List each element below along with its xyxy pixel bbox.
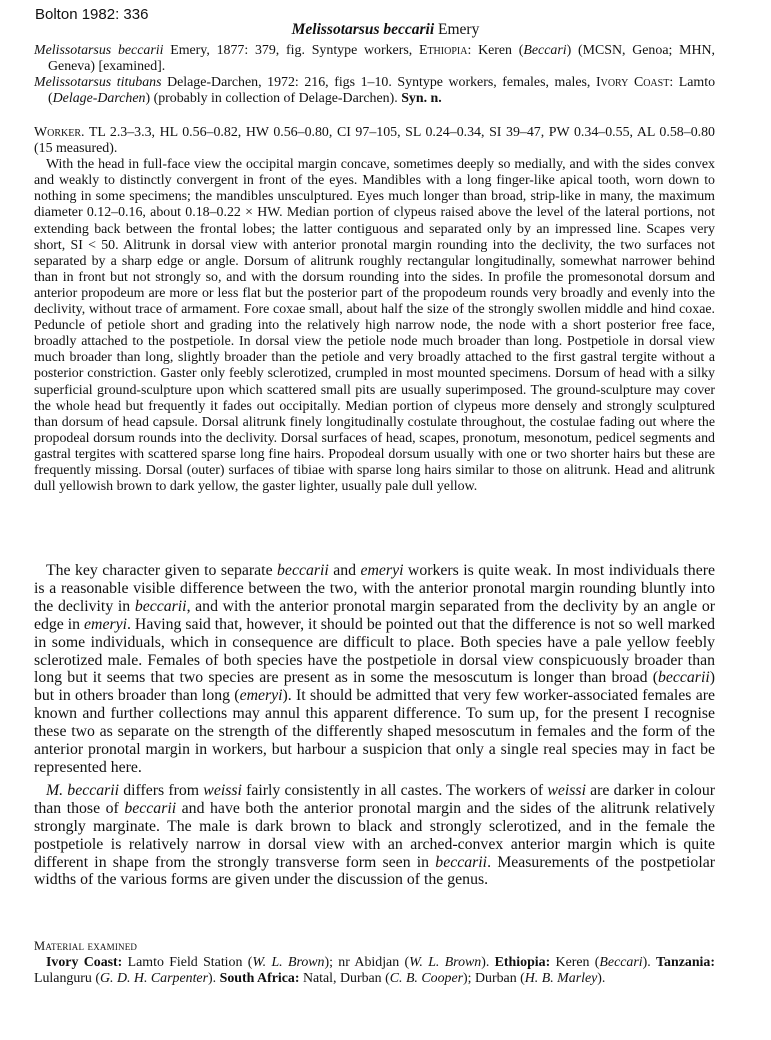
text-run: are darker in colour than those of — [34, 781, 715, 817]
italic-term: W. L. Brown — [252, 954, 325, 970]
synonymy-entry — [34, 75, 715, 107]
synonym-name: Melissotarsus beccarii — [34, 43, 164, 58]
text-run: ) but in others broader than long ( — [34, 669, 715, 705]
italic-term: beccarii — [124, 799, 177, 817]
italic-term: emeryi — [84, 615, 128, 633]
text-run: differs from — [119, 781, 204, 799]
synonym-locality: : Lamto ( — [48, 75, 716, 106]
text-run: . Having said that, however, it should be pointed out that the difference is not so well marked in some individuals, which in consequence are difficult to place. Both species have a pale yellow feebly sclerotized male. Females of both species have the postpetiole in dorsal view conspicuously broader than long but it seems that two species are present as in some the mesoscutum is longer than broad ( — [34, 615, 715, 687]
italic-term: G. D. H. Carpenter — [99, 971, 209, 986]
italic-term: W. L. Brown — [409, 954, 482, 970]
italic-term: beccarii — [657, 669, 710, 687]
species-title — [0, 21, 771, 39]
synonym-locality: : Keren ( — [467, 43, 524, 58]
discussion-paragraph-2 — [34, 782, 715, 889]
synonymy-block — [34, 43, 715, 107]
text-run: ). It should be admitted that very few worker-associated females are known and further collections may annul this apparent difference. To sum up, for the present I recognise these two as separate on the strength of the differently shaped mesoscutum in females and the form of the anterior pronotal margin in workers, but harbour a suspicion that only a single real species may in fact be represented here. — [34, 687, 715, 776]
synonym-depository: ) (probably in collection of Delage-Darchen). — [145, 91, 402, 106]
synonym-country: Ethiopia — [418, 43, 468, 58]
synonym-status: Syn. n. — [401, 91, 442, 106]
material-examined-section — [34, 938, 715, 988]
country-label: Tanzania: — [656, 954, 715, 970]
italic-term: emeryi — [360, 562, 404, 579]
italic-term: beccarii — [134, 597, 187, 615]
italic-term: beccarii — [277, 562, 329, 579]
worker-description — [34, 125, 715, 495]
italic-term: H. B. Marley — [524, 971, 598, 986]
text-run: ). — [642, 954, 657, 970]
country-label: Ivory Coast: — [46, 954, 123, 970]
text-run: , and with the anterior pronotal margin separated from the declivity by an angle or edge in — [34, 597, 715, 633]
source-label: Bolton 1982: 336 — [35, 6, 149, 23]
synonym-name: Melissotarsus titubans — [34, 75, 162, 90]
text-run: ). — [481, 954, 495, 970]
worker-caste-label: Worker — [34, 125, 82, 140]
text-run: Natal, Durban ( — [299, 971, 390, 986]
synonym-collector: Beccari — [523, 43, 567, 58]
text-run: The key character given to separate — [46, 562, 278, 579]
italic-term: weissi — [203, 781, 242, 799]
worker-description-text: With the head in full-face view the occipital margin concave, sometimes deeply so medially, and with the sides convex and weakly to distinctly convergent in front of the eyes. Mandibles with a long finger-like apical tooth, worn down to nothing in some specimens; the mandibles unsculptured. Eyes much longer than broad, strip-like in many, the maximum diameter 0.12–0.16, about 0.18–0.22 × HW. Median portion of clypeus raised above the level of the lateral portions, not extending back between the frontal lobes; the latter contiguous and separated only by an impressed line. Scapes very short, SI < 50. Alitrunk in dorsal view with anterior pronotal margin rounding into the declivity, the two surfaces not separated by a sharp edge or angle. Dorsum of alitrunk roughly rectangular longitudinally, somewhat narrower behind than in front but not strongly so, and with the dorsum rounding into the sides. In profile the promesonotal dorsum and anterior propodeum are more or less flat but the posterior part of the propodeum rounds very broadly and evenly into the declivity, without trace of armament. Fore coxae small, about half the size of the strongly swollen middle and hind coxae. Peduncle of petiole short and grading into the relatively high narrow node, the node with a short posterior free face, broadly attached to the postpetiole. In dorsal view the petiole node much broader than long. Postpetiole in dorsal view much broader than long, slightly broader than the petiole and very broadly attached to the first gastral tergite without a posterior constriction. Gaster only feebly sclerotized, crumpled in most mounted specimens. Dorsum of head with a silky superficial ground-sculpture upon which scattered small pits are usually superimposed. The ground-sculpture may cover the whole head but frequently it fades out occipitally. Median portion of clypeus more densely and strongly sculptured than dorsum of head capsule. Dorsal alitrunk finely longitudinally costulate throughout, the costulae fading out where the propodeal dorsum rounds into the declivity. Dorsal surfaces of head, scapes, pronotum, mesonotum, pedicel segments and gastral tergites with scattered sparse long fine hairs. Propodeal dorsum usually with one or two shorter hairs but these are frequently missing. Dorsal (outer) surfaces of tibiae with sparse long hairs similar to those on alitrunk. Head and alitrunk dull yellowish brown to dark yellow, the gaster lighter, usually pale dull yellow. — [34, 157, 715, 495]
text-run: fairly consistently in all castes. The workers of — [241, 781, 548, 799]
worker-measurements: . TL 2.3–3.3, HL 0.56–0.82, HW 0.56–0.80, CI 97–105, SL 0.24–0.34, SI 39–47, PW 0.34–0.55, AL 0.58–0.80 (15 measured). — [34, 125, 715, 157]
italic-term: M. beccarii — [46, 781, 120, 799]
text-run: Lulanguru ( — [34, 971, 100, 986]
text-run: ). — [208, 971, 220, 986]
discussion-section — [34, 562, 715, 889]
text-run: Lamto Field Station ( — [122, 954, 253, 970]
text-run: and have both the anterior pronotal margin and the sides of the alitrunk relatively strongly marginate. The male is dark brown to black and strongly sclerotized, and in the female the postpetiole is relatively narrow in dorsal view with an arched-convex anterior margin which is quite different in shape from the strongly transverse form seen in — [34, 799, 715, 871]
synonym-citation: Delage-Darchen, 1972: 216, figs 1–10. Syntype workers, females, males, — [161, 75, 596, 90]
text-run: and — [328, 562, 361, 579]
synonym-collector: Delage-Darchen — [52, 91, 146, 106]
italic-term: Beccari — [599, 954, 643, 970]
italic-term: emeryi — [239, 687, 283, 705]
italic-term: C. B. Cooper — [389, 971, 464, 986]
text-run: workers is quite weak. In most individuals there is a reasonable visible difference between the two, with the anterior pronotal margin rounding bluntly into the declivity in — [34, 562, 715, 615]
discussion-paragraph-1 — [34, 562, 715, 777]
material-examined-heading: Material examined — [34, 939, 138, 953]
synonym-citation: Emery, 1877: 379, fig. Syntype workers, — [163, 43, 419, 58]
species-title-author: Emery — [438, 21, 480, 38]
italic-term: beccarii — [435, 853, 488, 871]
worker-measurements-paragraph — [34, 125, 715, 157]
text-run: Keren ( — [550, 954, 600, 970]
text-run: ); Durban ( — [463, 971, 525, 986]
species-title-name: Melissotarsus beccarii — [291, 21, 435, 38]
synonymy-entry — [34, 43, 715, 75]
material-examined-list — [34, 955, 715, 988]
country-label: South Africa: — [219, 971, 300, 986]
text-run: . Measurements of the postpetiolar widths of the various forms are given under the discussion of the genus. — [34, 853, 715, 889]
italic-term: weissi — [547, 781, 586, 799]
synonym-depository: ) (MCSN, Genoa; MHN, Geneva) [examined]. — [48, 43, 715, 74]
synonym-country: Ivory Coast — [595, 75, 670, 90]
country-label: Ethiopia: — [494, 954, 551, 970]
text-run: ); nr Abidjan ( — [324, 954, 410, 970]
text-run: ). — [597, 971, 606, 986]
